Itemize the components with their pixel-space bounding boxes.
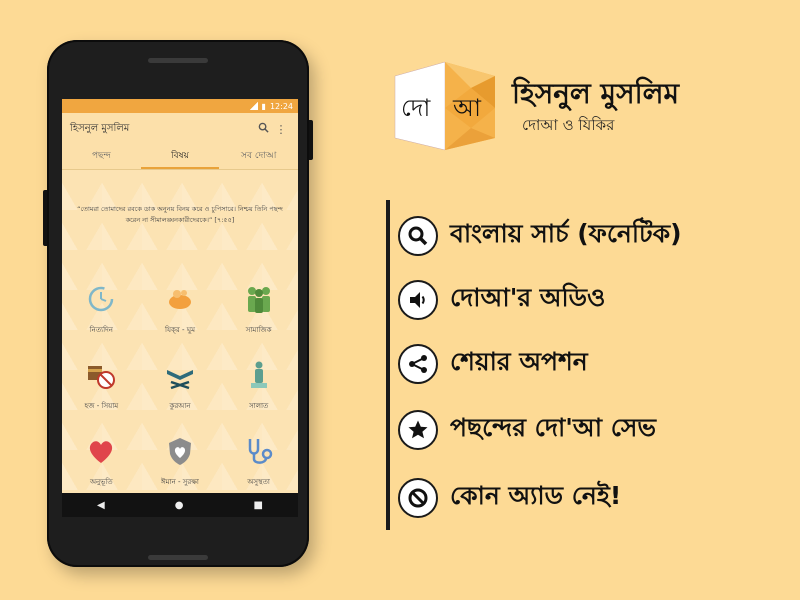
category-daily[interactable] [62,270,141,338]
stethoscope-icon [242,434,276,468]
recents-icon[interactable]: ■ [253,499,263,511]
tab-topics[interactable]: বিষয় [141,145,220,169]
shield-heart-icon [163,434,197,468]
feature-share [398,342,588,385]
category-label: যিক্‌র - ঘুম [165,326,195,334]
app-logo [387,58,503,154]
quran-quote: “তোমরা তোমাদের রবকে ডাক অনুনয় বিনয় করে ও চুপিসারে। নিশ্চয় তিনি পছন্দ করেন না সীমালঙ্ঘনকারীদেরকে।” [৭:৫৫] [77,205,283,224]
topics-content [62,170,298,517]
android-nav-bar [62,493,298,517]
search-icon [398,216,438,256]
app-bar-title: হিসনুল মুসলিম [70,122,130,134]
category-label: কুরআন [169,402,191,410]
no-ads-icon [398,478,438,518]
brand-subtitle: দোআ ও যিকির [522,116,615,134]
category-label: হজ - সিয়াম [84,402,119,410]
battery-icon: ▮ [261,101,266,111]
search-icon[interactable] [254,122,272,136]
phone-power-button [309,120,313,160]
heart-icon [84,434,118,468]
kaaba-icon [84,358,118,392]
logo-text-left: দো [401,94,431,122]
hands-icon [163,282,197,316]
feature-label: পছন্দের দো'আ সেভ [450,413,657,442]
prayer-icon [242,358,276,392]
category-feelings[interactable] [62,422,141,490]
logo-text-right: আ [453,94,481,122]
category-illness[interactable] [219,422,298,490]
more-options-icon[interactable]: ⋮ [275,122,287,136]
category-social[interactable] [219,270,298,338]
share-icon [398,344,438,384]
signal-icon [250,102,258,110]
category-zikr-sleep[interactable] [141,270,220,338]
feature-no-ads [398,476,621,519]
category-label: অনুভূতি [89,478,113,486]
category-label: ঈমান - সুরক্ষা [161,478,199,486]
feature-search [398,214,682,257]
tab-favorites[interactable]: পছন্দ [91,151,111,161]
category-grid [62,270,298,490]
back-icon[interactable]: ◀ [97,499,105,511]
home-icon[interactable]: ● [174,499,184,511]
status-bar [62,99,298,113]
feature-favorite-save [398,408,656,451]
feature-label: দোআ'র অডিও [450,283,606,312]
phone-screen [62,99,298,517]
people-icon [242,282,276,316]
speaker-icon [398,280,438,320]
category-label: সালাত [249,402,269,410]
clock-cycle-icon [84,282,118,316]
quran-icon [163,358,197,392]
category-salat[interactable] [219,346,298,414]
status-time: 12:24 [269,101,293,111]
category-label: সামাজিক [245,326,272,334]
category-iman-protection[interactable] [141,422,220,490]
brand-title: হিসনুল মুসলিম [512,77,680,110]
tab-bar [62,145,298,170]
feature-audio [398,278,605,321]
phone-speaker [148,58,208,63]
category-quran[interactable] [141,346,220,414]
tab-all-duas[interactable]: সব দোআ [241,151,277,161]
category-label: অসুস্থতা [247,478,270,486]
feature-timeline [386,200,390,530]
star-icon [398,410,438,450]
feature-label: কোন অ্যাড নেই! [450,481,622,510]
feature-label: বাংলায় সার্চ (ফনেটিক) [450,219,682,248]
app-bar [62,113,298,145]
feature-label: শেয়ার অপশন [450,347,588,376]
phone-volume-button [43,190,47,246]
category-label: নিত্যদিন [89,326,113,334]
category-hajj-fasting[interactable] [62,346,141,414]
phone-speaker-bottom [148,555,208,560]
